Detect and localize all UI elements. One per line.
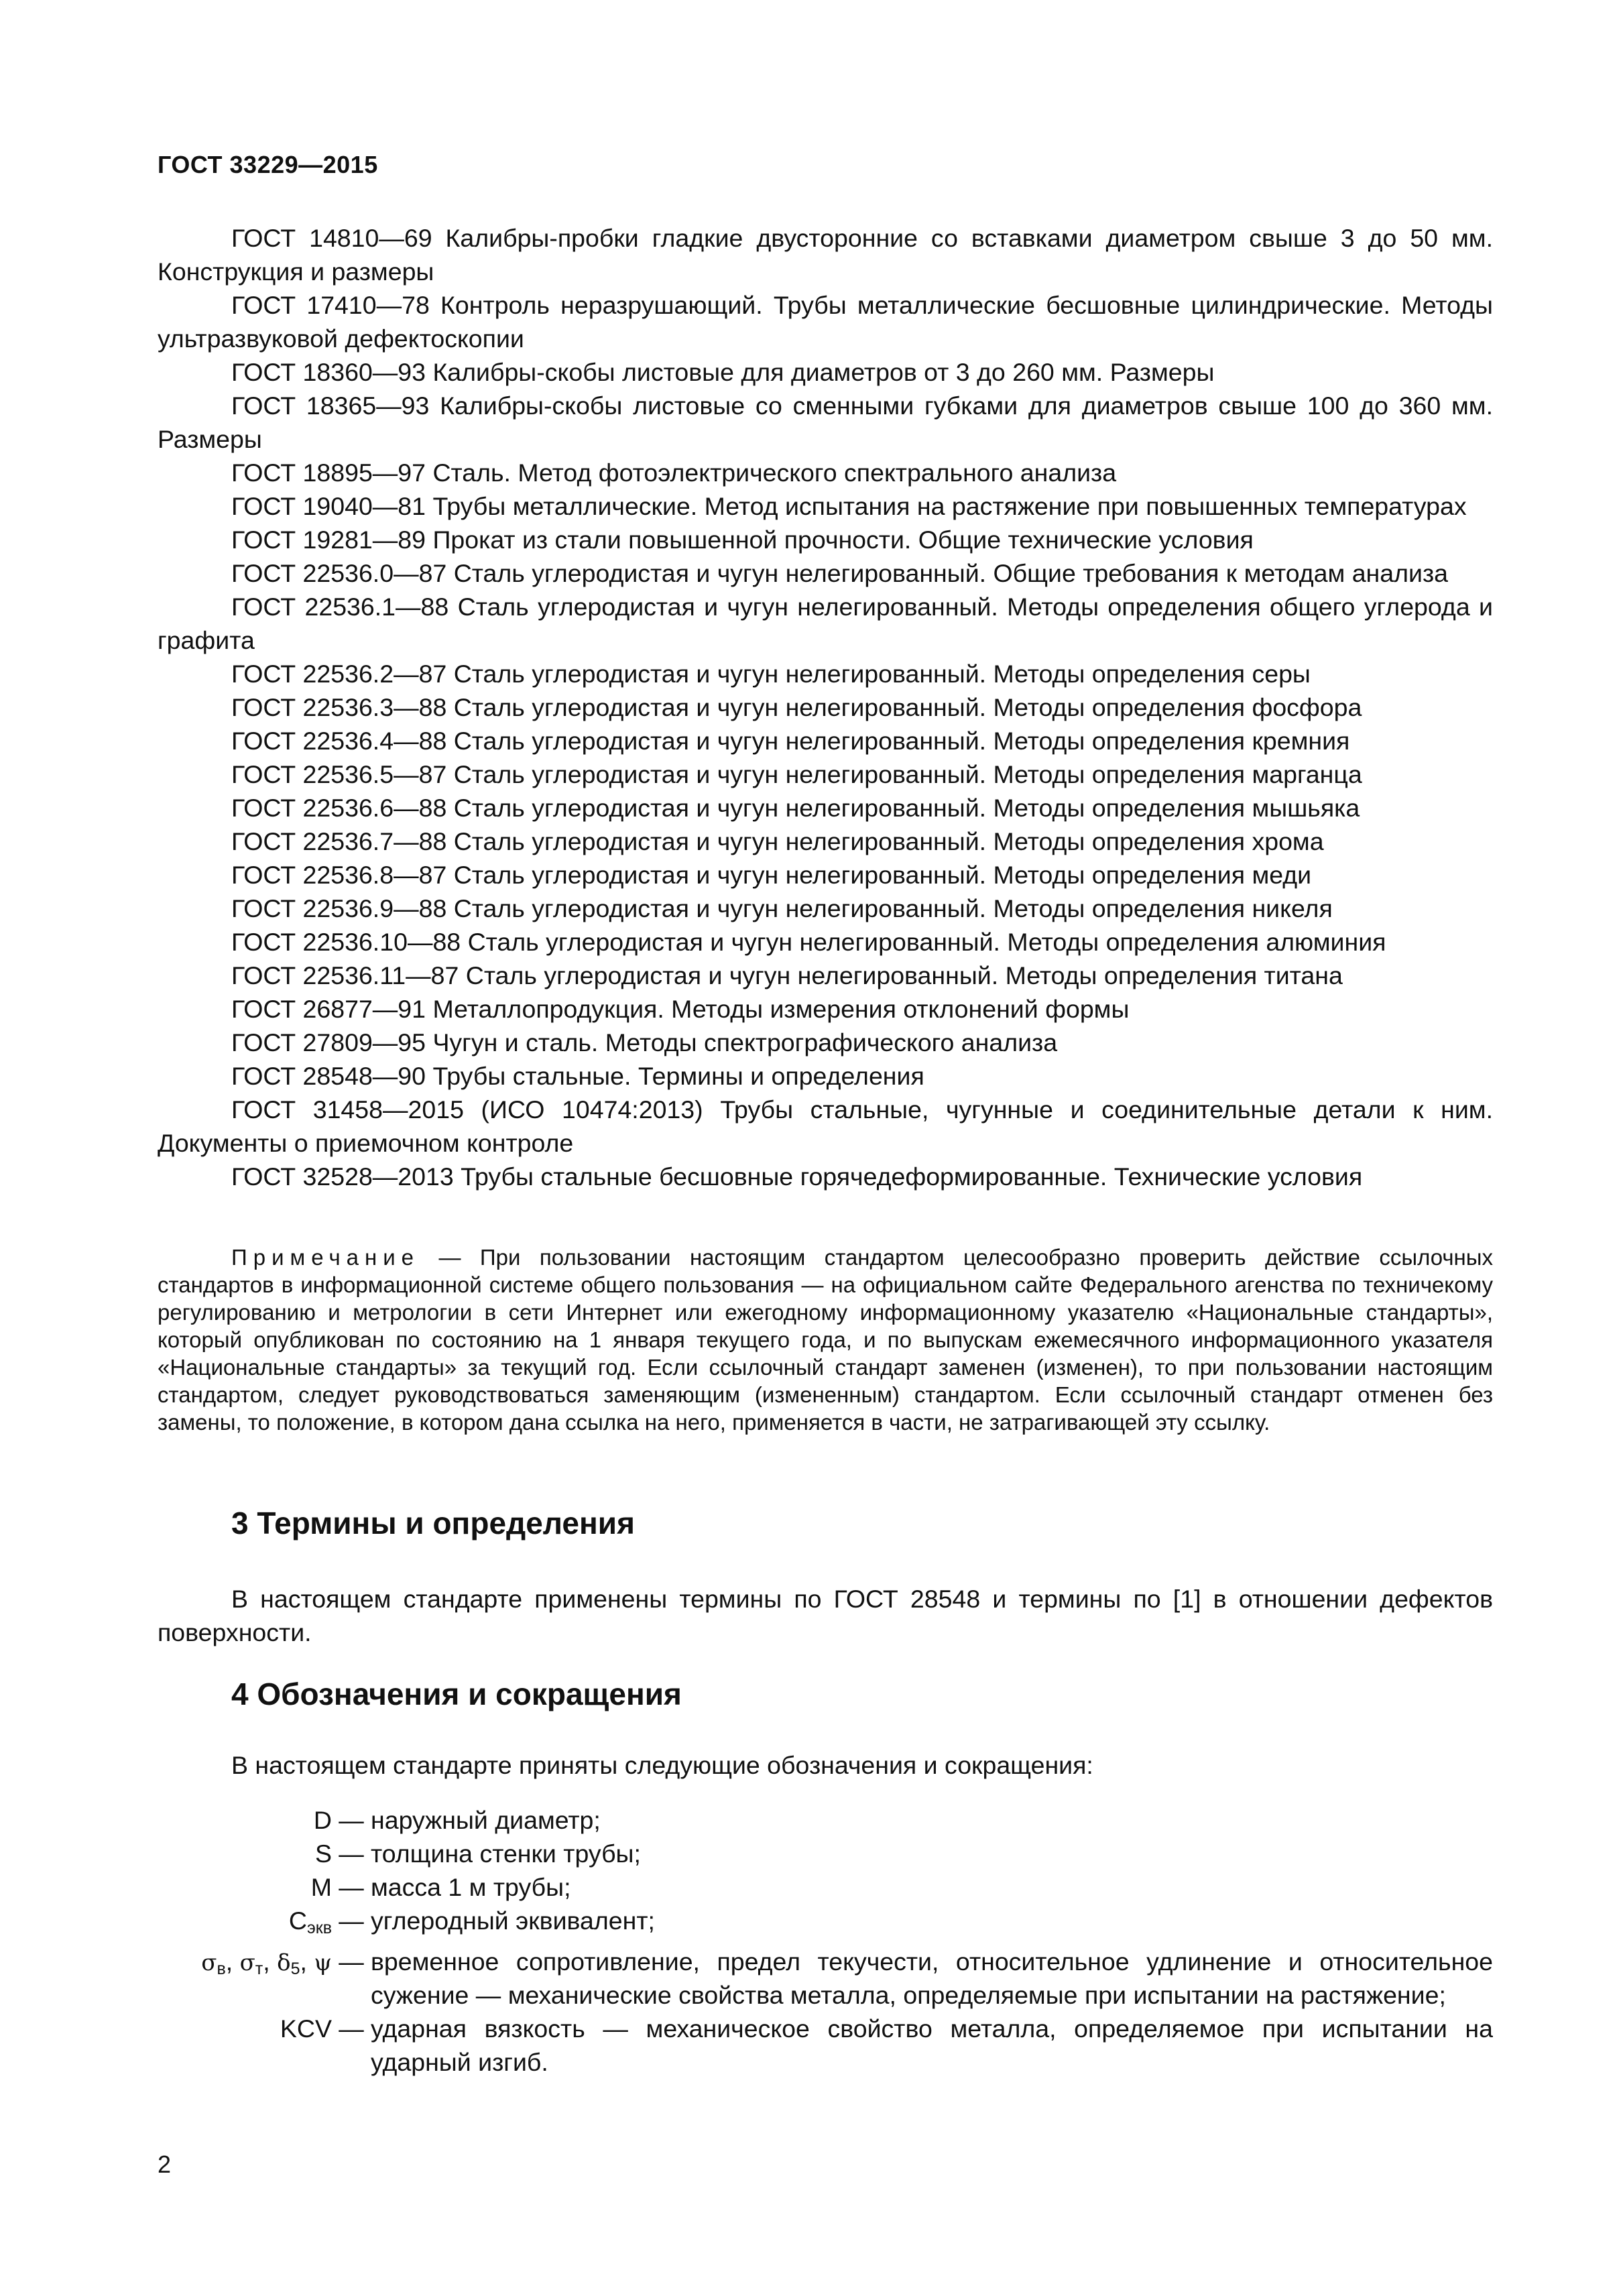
abbreviation-definition: толщина стенки трубы; — [371, 1839, 641, 1868]
dash: — — [339, 1839, 364, 1868]
reference-item: ГОСТ 22536.5—87 Сталь углеродистая и чугун нелегированный. Методы определения марганца — [231, 760, 1362, 788]
reference-item: ГОСТ 19040—81 Трубы металлические. Метод испытания на растяжение при повышенных температурах — [231, 492, 1467, 520]
reference-item: ГОСТ 22536.6—88 Сталь углеродистая и чугун нелегированный. Методы определения мышьяка — [231, 794, 1360, 822]
section-4-title: 4 Обозначения и сокращения — [231, 1677, 682, 1711]
reference-item: ГОСТ 19281—89 Прокат из стали повышенной прочности. Общие технические условия — [231, 526, 1254, 554]
reference-item: ГОСТ 22536.4—88 Сталь углеродистая и чугун нелегированный. Методы определения кремния — [231, 727, 1350, 755]
reference-item: ГОСТ 22536.1—88 Сталь углеродистая и чугун нелегированный. Методы определения общего углерода и графита — [158, 593, 1493, 654]
dash: — — [339, 1806, 364, 1834]
section-3-text: В настоящем стандарте применены термины по ГОСТ 28548 и термины по [1] в отношении дефектов поверхности. — [158, 1585, 1493, 1646]
abbreviation-definition: масса 1 м трубы; — [371, 1873, 571, 1901]
dash: — — [339, 1947, 364, 1976]
reference-item: ГОСТ 18360—93 Калибры-скобы листовые для диаметров от 3 до 260 мм. Размеры — [231, 358, 1215, 386]
abbreviation-item — [158, 2012, 1493, 2079]
abbreviation-item — [158, 1803, 1493, 1837]
symbol-subscript: экв — [307, 1919, 332, 1937]
note-text: — При пользовании настоящим стандартом целесообразно проверить действие ссылочных стандартов в информационной системе общего пользования — на официальном сайте Федерального агенства по техничекому регулированию и метрологии в сети Интернет или ежегодному информационному указателю «Национальные стандарты», который опубликован по состоянию на 1 января текущего года, и по выпускам ежемесячного информационного указателя «Национальные стандарты» за текущий год. Если ссылочный стандарт заменен (изменен), то при пользовании настоящим стандартом, следует руководствоваться заменяющим (измененным) стандартом. Если ссылочный стандарт отменен без замены, то положение, в котором дана ссылка на него, применяется в части, не затрагивающей эту ссылку. — [158, 1245, 1493, 1435]
reference-item: ГОСТ 31458—2015 (ИСО 10474:2013) Трубы стальные, чугунные и соединительные детали к ним. Документы о приемочном контроле — [158, 1095, 1493, 1157]
reference-item: ГОСТ 32528—2013 Трубы стальные бесшовные горячедеформированные. Технические условия — [231, 1162, 1363, 1191]
greek-symbol: δ — [277, 1949, 291, 1976]
section-4-intro: В настоящем стандарте приняты следующие обозначения и сокращения: — [231, 1751, 1093, 1779]
abbreviation-item — [158, 1904, 1493, 1945]
reference-item: ГОСТ 22536.8—87 Сталь углеродистая и чугун нелегированный. Методы определения меди — [231, 861, 1312, 889]
abbreviation-item — [158, 1870, 1493, 1904]
reference-item: ГОСТ 28548—90 Трубы стальные. Термины и определения — [231, 1062, 924, 1090]
dash: — — [339, 1873, 364, 1901]
abbreviation-symbol: S — [314, 1839, 332, 1868]
greek-symbol: ψ — [314, 1949, 332, 1976]
symbol-letter: C — [288, 1907, 308, 1935]
reference-item: ГОСТ 18365—93 Калибры-скобы листовые со сменными губками для диаметров свыше 100 до 360 мм. Размеры — [158, 391, 1493, 453]
section-3-title: 3 Термины и определения — [231, 1506, 635, 1540]
symbol-subscript: 5 — [290, 1959, 300, 1978]
normative-references-list — [158, 221, 1493, 1193]
reference-item: ГОСТ 17410—78 Контроль неразрушающий. Трубы металлические бесшовные цилиндрические. Методы ультразвуковой дефектоскопии — [158, 291, 1493, 353]
reference-item: ГОСТ 18895—97 Сталь. Метод фотоэлектрического спектрального анализа — [231, 459, 1117, 487]
reference-item: ГОСТ 22536.10—88 Сталь углеродистая и чугун нелегированный. Методы определения алюминия — [231, 928, 1386, 956]
reference-item: ГОСТ 22536.11—87 Сталь углеродистая и чугун нелегированный. Методы определения титана — [231, 961, 1343, 989]
greek-symbol: σ — [239, 1949, 255, 1976]
abbreviation-definition: временное сопротивление, предел текучести, относительное удлинение и относительное сужение — механические свойства металла, определяемые при испытании на растяжение; — [371, 1947, 1493, 2009]
page-number: 2 — [158, 2151, 172, 2178]
abbreviation-symbol: D — [313, 1806, 332, 1834]
note-paragraph — [158, 1244, 1493, 1436]
abbreviation-item — [158, 1837, 1493, 1870]
abbreviation-symbol: $\sigma_в$, $\sigma_т$, $\delta_5$, ψ — [201, 1947, 332, 1978]
reference-item: ГОСТ 22536.0—87 Сталь углеродистая и чугун нелегированный. Общие требования к методам анализа — [231, 559, 1448, 587]
reference-item: ГОСТ 14810—69 Калибры-пробки гладкие двусторонние со вставками диаметром свыше 3 до 50 мм. Конструкция и размеры — [158, 224, 1493, 286]
reference-item: ГОСТ 22536.3—88 Сталь углеродистая и чугун нелегированный. Методы определения фосфора — [231, 693, 1362, 721]
abbreviation-item — [158, 1945, 1493, 2012]
abbreviation-symbol: M — [310, 1873, 332, 1901]
reference-item: ГОСТ 26877—91 Металлопродукция. Методы измерения отклонений формы — [231, 995, 1130, 1023]
abbreviation-definition: ударная вязкость — механическое свойство металла, определяемое при испытании на ударный изгиб. — [371, 2014, 1493, 2076]
abbreviation-definition: углеродный эквивалент; — [371, 1907, 655, 1935]
reference-item: ГОСТ 27809—95 Чугун и сталь. Методы спектрографического анализа — [231, 1028, 1058, 1056]
note-label: Примечание — [231, 1245, 420, 1270]
abbreviation-definition: наружный диаметр; — [371, 1806, 601, 1834]
greek-symbol: σ — [201, 1949, 217, 1976]
abbreviation-symbol — [158, 1904, 332, 1945]
document-header: ГОСТ 33229—2015 — [158, 151, 378, 178]
reference-item: ГОСТ 22536.9—88 Сталь углеродистая и чугун нелегированный. Методы определения никеля — [231, 894, 1333, 922]
symbol-subscript: т — [255, 1959, 263, 1978]
symbol-subscript: в — [217, 1959, 226, 1978]
abbreviations-list — [158, 1803, 1493, 2079]
dash: — — [339, 1907, 364, 1935]
reference-item: ГОСТ 22536.2—87 Сталь углеродистая и чугун нелегированный. Методы определения серы — [231, 660, 1311, 688]
dash: — — [339, 2014, 364, 2043]
reference-item: ГОСТ 22536.7—88 Сталь углеродистая и чугун нелегированный. Методы определения хрома — [231, 827, 1324, 855]
abbreviation-symbol: KCV — [280, 2014, 332, 2043]
